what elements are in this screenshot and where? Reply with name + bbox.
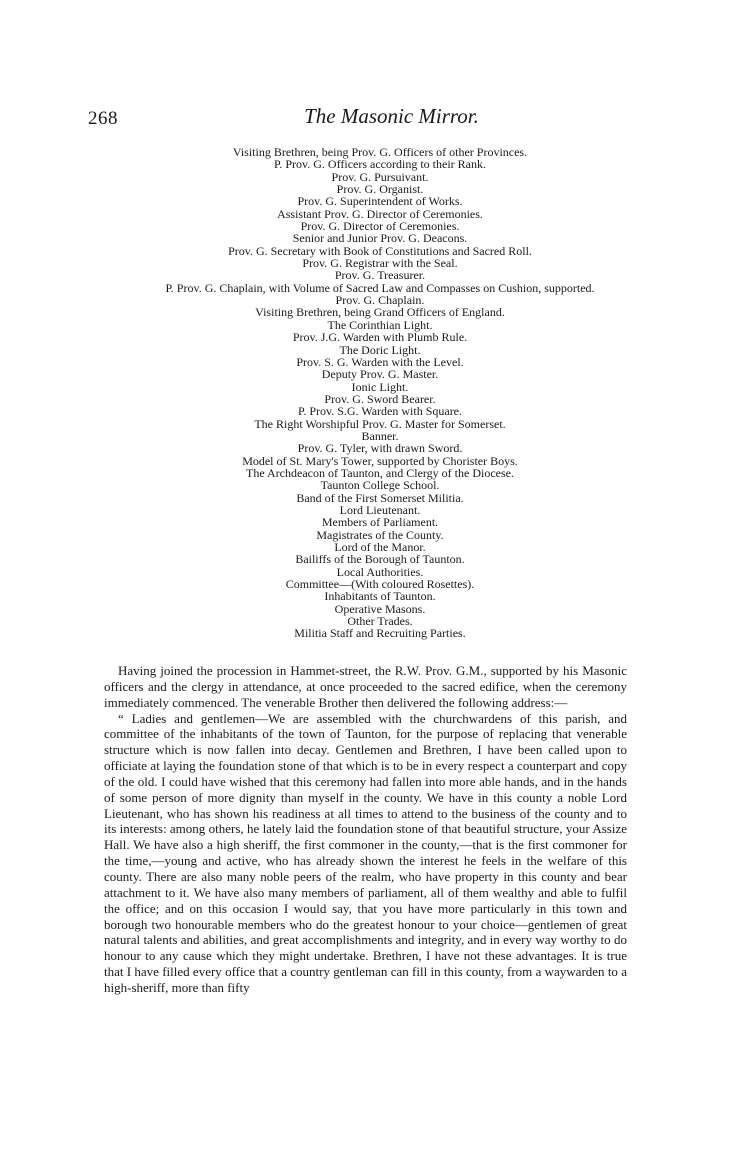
procession-line: Ionic Light. bbox=[351, 379, 409, 394]
procession-line: P. Prov. G. Chaplain, with Volume of Sacred Law and Compasses on Cushion, supported. bbox=[165, 280, 595, 295]
procession-line: Lord Lieutenant. bbox=[339, 502, 421, 517]
procession-line: Inhabitants of Taunton. bbox=[324, 589, 436, 604]
procession-line: Visiting Brethren, being Grand Officers of England. bbox=[255, 305, 505, 320]
procession-line: Prov. G. Secretary with Book of Constitutions and Sacred Roll. bbox=[228, 243, 532, 258]
procession-line: Prov. G. Sword Bearer. bbox=[324, 391, 436, 406]
procession-line: The Right Worshipful Prov. G. Master for Somerset. bbox=[254, 416, 506, 431]
procession-line: Prov. S. G. Warden with the Level. bbox=[296, 354, 464, 369]
procession-line: Deputy Prov. G. Master. bbox=[321, 367, 439, 382]
procession-line: Prov. G. Tyler, with drawn Sword. bbox=[297, 441, 463, 456]
procession-line: Members of Parliament. bbox=[321, 515, 439, 530]
procession-line: Prov. G. Superintendent of Works. bbox=[297, 194, 463, 209]
procession-line: Model of St. Mary's Tower, supported by Chorister Boys. bbox=[242, 453, 518, 468]
procession-line: Taunton College School. bbox=[320, 478, 440, 493]
procession-line: Local Authorities. bbox=[336, 564, 424, 579]
procession-line: Prov. G. Pursuivant. bbox=[331, 169, 429, 184]
body-paragraph: “ Ladies and gentlemen—We are assembled with the churchwardens of this parish, and committee of the inhabitants of the town of Taunton, for the purpose of replacing that venerable structure which is now fallen into decay. Gentlemen and Brethren, I have been called upon to officiate at laying the foundation stone of that which is to be in every respect a counterpart and copy of the old. I could have wished that this ceremony had fallen into more able hands, and in the hands of some person of more dignity than myself in the county. We have in this county a noble Lord Lieutenant, who has shown his readiness at all times to attend to the business of the county and to its interests: among others, he lately laid the foundation stone of that beautiful structure, your Assize Hall. We have also a high sheriff, the first commoner in the county,—that is the first commoner for the time,—young and active, who has already shown the interest he feels in the welfare of this county. There are also many noble peers of the realm, who have property in this county and bear attachment to it. We have also many members of parliament, all of them wealthy and able to fulfil the office; and on this occasion I would say, that you have more particularly in this town and borough two honourable members who do the greatest honour to your choice—gentlemen of great natural talents and abilities, and great accomplishments and integrity, and in every way worthy to do honour to any cause which they might undertake. Brethren, I have not these advantages. It is true that I have filled every office that a country gentleman can fill in this county, from a waywarden to a high-sheriff, more than fifty bbox=[104, 710, 627, 995]
procession-order-list bbox=[60, 146, 700, 640]
page-number: 268 bbox=[88, 108, 118, 129]
procession-line: Banner. bbox=[361, 428, 399, 443]
procession-line: Prov. G. Director of Ceremonies. bbox=[300, 219, 460, 234]
procession-line: The Archdeacon of Taunton, and Clergy of the Diocese. bbox=[246, 465, 514, 480]
procession-line: Lord of the Manor. bbox=[334, 540, 426, 554]
procession-line: P. Prov. S.G. Warden with Square. bbox=[297, 404, 463, 419]
running-head-title: The Masonic Mirror. bbox=[304, 104, 479, 128]
procession-line: Other Trades. bbox=[347, 614, 413, 629]
procession-line: Prov. G. Chaplain. bbox=[335, 293, 425, 308]
procession-line: The Corinthian Light. bbox=[327, 317, 433, 332]
procession-line: Prov. G. Organist. bbox=[336, 182, 424, 197]
procession-line: Senior and Junior Prov. G. Deacons. bbox=[292, 231, 468, 246]
body-paragraph: Having joined the procession in Hammet-street, the R.W. Prov. G.M., supported by his Masonic officers and the clergy in attendance, at once proceeded to the sacred edifice, when the ceremony immediately commenced. The venerable Brother then delivered the following address:— bbox=[104, 663, 627, 710]
procession-line: Prov. G. Registrar with the Seal. bbox=[302, 256, 458, 271]
article-body bbox=[104, 663, 627, 996]
procession-line: Magistrates of the County. bbox=[316, 527, 444, 542]
procession-line: P. Prov. G. Officers according to their Rank. bbox=[274, 157, 486, 172]
procession-line: Militia Staff and Recruiting Parties. bbox=[294, 626, 466, 641]
procession-line: Prov. J.G. Warden with Plumb Rule. bbox=[292, 330, 468, 345]
procession-line: The Doric Light. bbox=[339, 342, 421, 357]
procession-line: Committee—(With coloured Rosettes). bbox=[285, 577, 475, 592]
procession-line: Bailiffs of the Borough of Taunton. bbox=[295, 552, 465, 567]
procession-line: Prov. G. Treasurer. bbox=[334, 268, 426, 283]
procession-line: Band of the First Somerset Militia. bbox=[296, 490, 464, 505]
procession-line: Assistant Prov. G. Director of Ceremonies. bbox=[277, 206, 483, 221]
procession-line: Visiting Brethren, being Prov. G. Officers of other Provinces. bbox=[232, 145, 528, 159]
procession-line: Operative Masons. bbox=[334, 601, 426, 616]
